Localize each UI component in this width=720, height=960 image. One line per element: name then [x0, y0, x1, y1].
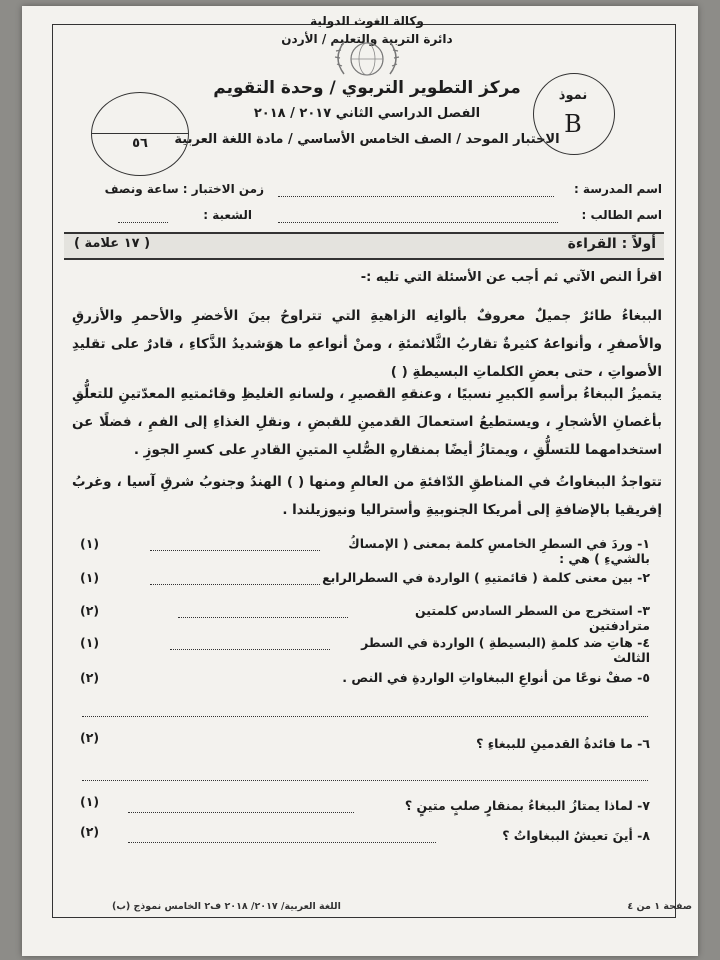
question-8: ٨- أينَ تعيشُ الببغاواتُ ؟	[502, 828, 650, 843]
center-title: مركز التطوير التربوي / وحدة التقويم	[213, 78, 521, 98]
exam-sheet	[22, 6, 698, 956]
exam-description: الاختبار الموحد / الصف الخامس الأساسي / مادة اللغة العربية	[174, 132, 560, 147]
answer-3-line[interactable]	[178, 605, 348, 618]
question-2: ٢- بين معنى كلمة ( قائمتيهِ ) الواردة في السطرالرابع	[322, 570, 650, 585]
question-4: ٤- هاتِ ضد كلمةِ (البسيطةِ ) الواردة في السطر الثالث	[361, 635, 650, 665]
section-title: أولاً : القراءة	[567, 236, 656, 252]
model-label: نموذ	[558, 88, 588, 103]
question-1-mark: (١)	[80, 536, 100, 551]
un-emblem-icon	[322, 36, 412, 82]
student-name-field[interactable]	[278, 210, 558, 223]
answer-2-line[interactable]	[150, 572, 320, 585]
answer-5-line[interactable]	[82, 704, 648, 717]
department-name: دائرة التربية والتعليم / الأردن	[281, 32, 453, 46]
question-8-mark: (٢)	[80, 824, 100, 839]
question-4-mark: (١)	[80, 635, 100, 650]
question-3-mark: (٢)	[80, 603, 100, 618]
score-circle	[91, 92, 189, 176]
section-marks: ( ١٧ علامة )	[74, 236, 151, 251]
school-name-label: اسم المدرسة :	[573, 182, 662, 196]
footer-subject: اللغة العربية/ ٢٠١٧/ ٢٠١٨ ف٢ الخامس نموذج (ب)	[112, 901, 341, 912]
question-7: ٧- لماذا يمتازُ الببغاءُ بمنقارٍ صلبٍ متينٍ ؟	[404, 798, 650, 813]
question-5-mark: (٢)	[80, 670, 100, 685]
answer-6-line[interactable]	[82, 768, 648, 781]
section-label: الشعبة :	[203, 208, 252, 222]
organization-name: وكالة الغوث الدولية	[310, 14, 424, 28]
page-number: صفحة ١ من ٤	[627, 901, 692, 912]
section-header	[64, 232, 664, 260]
question-6: ٦- ما فائدةُ القدمينِ للببغاءِ ؟	[476, 736, 650, 751]
answer-4-line[interactable]	[170, 637, 330, 650]
question-5: ٥- صفْ نوعًا من أنواعِ الببغاواتِ الواردةِ في النص .	[342, 670, 650, 685]
answer-7-line[interactable]	[128, 800, 354, 813]
answer-8-line[interactable]	[128, 830, 436, 843]
question-3: ٣- استخرج من السطر السادس كلمتين مترادفتين	[415, 603, 650, 633]
model-letter: B	[564, 110, 582, 138]
school-name-field[interactable]	[278, 184, 554, 197]
answer-1-line[interactable]	[150, 538, 320, 551]
question-6-mark: (٢)	[80, 730, 100, 745]
score-total: ٥٦	[132, 136, 148, 151]
question-2-mark: (١)	[80, 570, 100, 585]
section-field[interactable]	[118, 210, 168, 223]
student-name-label: اسم الطالب :	[581, 208, 662, 222]
question-7-mark: (١)	[80, 794, 100, 809]
question-1: ١- وردَ في السطرِ الخامسِ كلمة بمعنى ( الإمساكُ بالشيءِ ) هي :	[348, 536, 650, 566]
passage-paragraph-2: يتميزُ الببغاءُ برأسهِ الكبيرِ نسبيًا ، وعنقهِ القصيرِ ، ولسانهِ الغليظِ وقائمتيهِ المعدّتينِ للتعلُّقِ بأغصانِ الأشجارِ ، ويستطيعُ استعمالَ القدمينِ للقبضِ ، ونقلِ الغذاءِ إلى الفمِ ، فضلًا عن استخدامهما للتسلُّقِ ، ويمتازُ أيضًا بمنقارهِ الصُّلبِ المتينِ القادرِ على كسرِ الجوزِ .	[72, 386, 662, 458]
passage-paragraph-1: الببغاءُ طائرٌ جميلٌ معروفٌ بألوانِه الزاهيةِ التي تتراوحُ بينَ الأخضرِ والأحمرِ والأزرقِ والأصفرِ ، وأنواعهُ كثيرةٌ تقاربُ الثَّلاثمئةِ ، ومنْ أنواعهِ ما هوَشديدُ الذَّكاءِ ، قادرٌ على تقليدِ الأصواتِ ، حتى بعضِ الكلماتِ البسيطةِ ( )	[72, 308, 662, 380]
exam-time-label: زمن الاختبار : ساعة ونصف	[104, 182, 264, 196]
semester-line: الفصل الدراسي الثاني ٢٠١٧ / ٢٠١٨	[253, 106, 481, 121]
passage-paragraph-3: تتواجدُ الببغاواتُ في المناطقِ الدّافئةِ من العالمِ ومنها ( ) الهندُ وجنوبُ شرقِ آسيا ، وغربُ إفريقيا بالإضافةِ إلى أمريكا الجنوبيةِ وأستراليا ونيوزيلندا .	[72, 474, 662, 518]
reading-instruction: اقرأ النص الآتي ثم أجب عن الأسئلة التي تليه :-	[360, 270, 662, 285]
